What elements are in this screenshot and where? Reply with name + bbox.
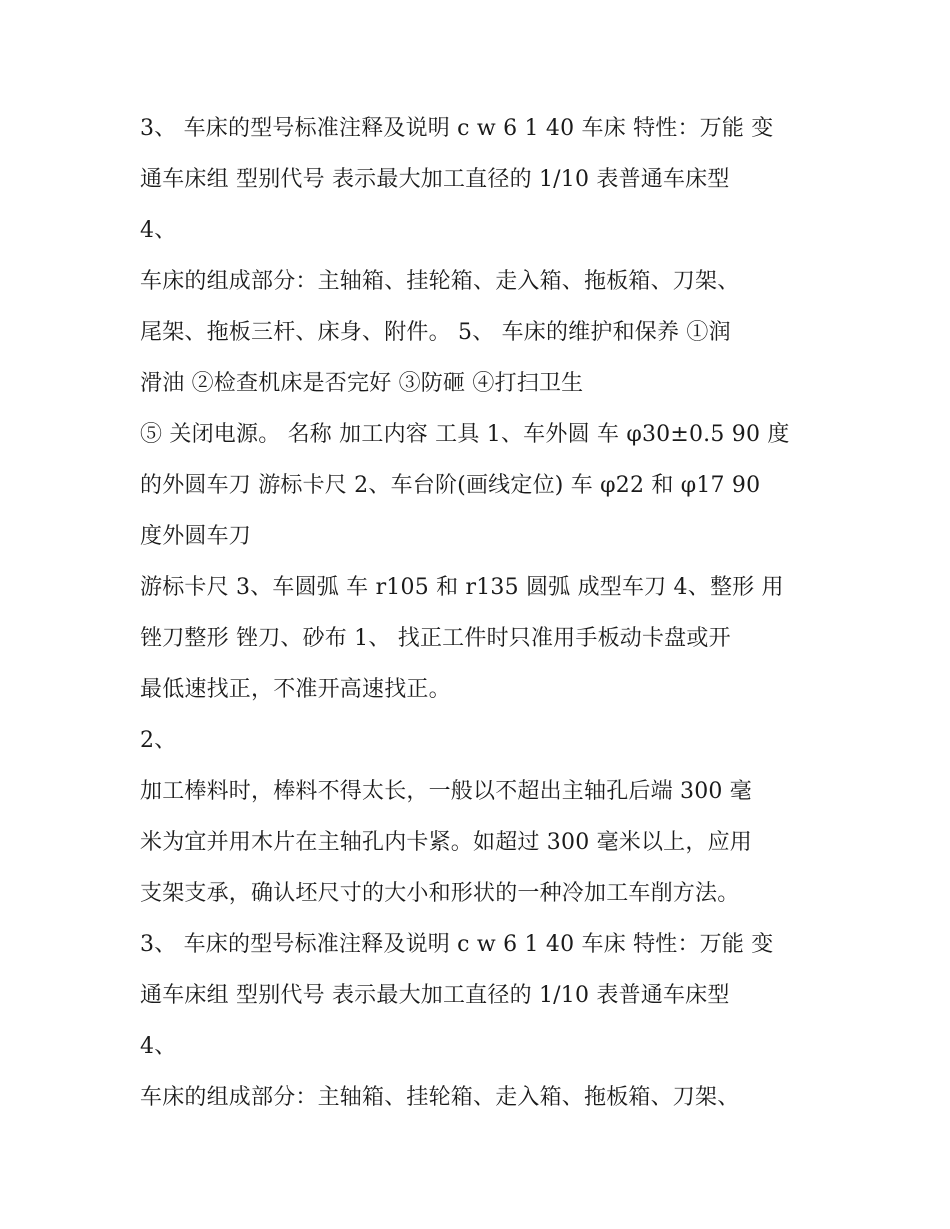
- text-line: 4、: [140, 218, 177, 243]
- text-line: 米为宜并用木片在主轴孔内卡紧。如超过 300 毫米以上，应用: [140, 830, 752, 855]
- text-line: 的外圆车刀 游标卡尺 2、车台阶(画线定位) 车 φ22 和 φ17 90: [140, 473, 761, 498]
- text-line: 4、: [140, 1034, 177, 1059]
- text-line: 支架支承，确认坯尺寸的大小和形状的一种冷加工车削方法。: [140, 881, 740, 906]
- text-line: 通车床组 型别代号 表示最大加工直径的 1/10 表普通车床型: [140, 983, 730, 1008]
- text-line: 滑油 ②检查机床是否完好 ③防砸 ④打扫卫生: [140, 371, 584, 396]
- document-body: [140, 103, 830, 1123]
- text-line: 尾架、拖板三杆、床身、附件。 5、 车床的维护和保养 ①润: [140, 320, 731, 345]
- text-line: 2、: [140, 728, 177, 753]
- text-line: 3、 车床的型号标准注释及说明 c w 6 1 40 车床 特性：万能 变: [140, 932, 774, 957]
- text-line: 锉刀整形 锉刀、砂布 1、 找正工件时只准用手板动卡盘或开: [140, 626, 731, 651]
- text-line: 3、 车床的型号标准注释及说明 c w 6 1 40 车床 特性：万能 变: [140, 116, 774, 141]
- text-line: 通车床组 型别代号 表示最大加工直径的 1/10 表普通车床型: [140, 167, 730, 192]
- text-line: 度外圆车刀: [140, 524, 252, 549]
- text-line: 最低速找正，不准开高速找正。: [140, 677, 451, 702]
- text-line: 游标卡尺 3、车圆弧 车 r105 和 r135 圆弧 成型车刀 4、整形 用: [140, 575, 784, 600]
- text-line: 车床的组成部分：主轴箱、挂轮箱、走入箱、拖板箱、刀架、: [140, 269, 740, 294]
- text-line: 加工棒料时，棒料不得太长，一般以不超出主轴孔后端 300 毫: [140, 779, 752, 804]
- text-line: 车床的组成部分：主轴箱、挂轮箱、走入箱、拖板箱、刀架、: [140, 1085, 740, 1110]
- text-line: ⑤ 关闭电源。 名称 加工内容 工具 1、车外圆 车 φ30±0.5 90 度: [140, 422, 790, 447]
